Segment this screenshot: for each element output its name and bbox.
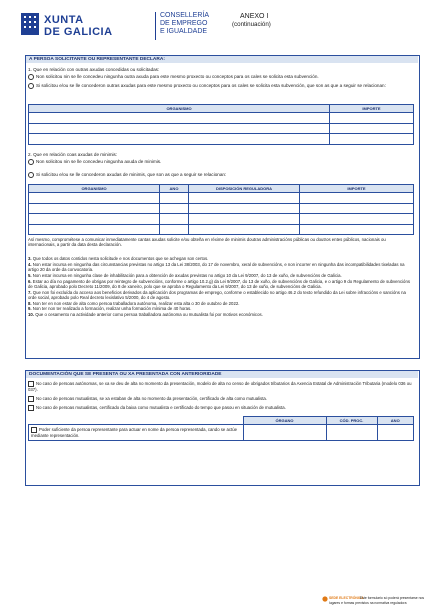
col-disposicion: DISPOSICIÓN REGULADORA bbox=[189, 185, 300, 193]
table-row[interactable] bbox=[29, 134, 414, 145]
declaration-item-number: 7. bbox=[28, 289, 32, 295]
header-divider bbox=[155, 12, 156, 40]
annex-continuation: (continuación) bbox=[232, 21, 271, 28]
declaration-item bbox=[28, 273, 414, 278]
q2-option-none-label: Non solicitou nin se lle concedeu ningunha axuda de minimis. bbox=[36, 159, 162, 165]
declaration-item bbox=[28, 279, 414, 289]
q1-option-none-label: Non solicitou nin se lle concedeu ningunha outra axuda para este mesmo proxecto ou conceptos para os cales se solicita esta subvención. bbox=[36, 74, 319, 80]
dept-line2: DE EMPREGO bbox=[160, 20, 208, 27]
question-1: 1. Que en relación con outras axudas concedidas ou solicitadas: bbox=[28, 67, 160, 72]
documentation-title: DOCUMENTACIÓN QUE SE PRESENTA OU XA PRESENTADA CON ANTERIORIDADE bbox=[26, 371, 418, 378]
radio-icon[interactable] bbox=[28, 172, 34, 178]
doc-item-label: No caso de persoas mutualistas, certificado da baixa como mutualista e certificado do tempo que pasou en situación de mutualista. bbox=[36, 405, 286, 411]
declaration-list bbox=[28, 256, 414, 318]
declaration-item-number: 4. bbox=[28, 261, 32, 267]
col-importe: IMPORTE bbox=[300, 185, 414, 193]
footer-line2: lugares e formas previstos na normativa reguladora bbox=[329, 601, 407, 605]
q2-option-yes-label: Si solicitou e/ou se lle concederon axudas de minimis, que son as que a seguir se relacionan: bbox=[36, 172, 227, 178]
doc-item-mutualistas-baixa[interactable] bbox=[28, 405, 414, 411]
declaration-item bbox=[28, 256, 414, 261]
q1-option-none[interactable] bbox=[28, 74, 416, 80]
col-importe: IMPORTE bbox=[330, 105, 414, 113]
table-row[interactable] bbox=[29, 203, 414, 214]
sede-label: SEDE ELECTRÓNICA bbox=[329, 596, 364, 600]
annex-title: ANEXO I bbox=[240, 13, 269, 20]
checkbox-icon[interactable] bbox=[28, 405, 34, 411]
footer-line1: Este formulario só poderá presentarse nos bbox=[360, 596, 425, 600]
question-2: 2. Que en relación coas axudas de minimis: bbox=[28, 152, 118, 157]
q2-option-yes[interactable] bbox=[28, 172, 416, 178]
dept-line3: E IGUALDADE bbox=[160, 28, 208, 35]
declaration-item-number: 10. bbox=[28, 312, 34, 318]
logo-line2: DE GALICIA bbox=[44, 26, 113, 38]
radio-icon[interactable] bbox=[28, 159, 34, 165]
declaration-item-text: Que non foi excluída do acceso aos beneficios derivados da aplicación dos programas de emprego, conforme o establecido no artigo 46.2 do texto refundido da Lei sobre infraccións e sancións na orde social, aprobado polo Real decreto lexislativo 5/2000, do 4 de agosto. bbox=[28, 289, 406, 300]
doc-item-autonomas[interactable] bbox=[28, 381, 414, 392]
col-organismo: ORGANISMO bbox=[29, 105, 330, 113]
declaration-item-text: Que todos os datos contidos nesta solicitude e nos documentos que se achegan son certos. bbox=[32, 256, 209, 261]
table-row[interactable] bbox=[29, 425, 414, 441]
declaration-item-number: 8. bbox=[28, 300, 32, 306]
declaration-item-number: 6. bbox=[28, 278, 32, 284]
declaration-item-text: Non estar incursa en ningunha das circunstancias previstas no artigo 13 da Lei 38/2003, do 17 de novembro, xeral de subvencións, e non incorrer en ningunha das incompatibilidades tixeladas na artigo 20 da orde da convocatoria. bbox=[28, 261, 405, 272]
q1-option-yes-label: Si solicitou e/ou se lle concederon outras axudas para este mesmo proxecto ou conceptos para os cales se solicita esta subvención, que son as que a seguir se relacionan: bbox=[36, 83, 386, 89]
power-doc-cell[interactable] bbox=[29, 425, 244, 441]
col-cod-proc: CÓD. PROC. bbox=[326, 417, 377, 425]
doc-item-mutualistas-alta[interactable] bbox=[28, 396, 414, 402]
doc-item-label: No caso de persoas mutualistas, se xa estaban de alta no momento da presentación, certificado de alta como mutualista. bbox=[36, 396, 267, 402]
table-row[interactable] bbox=[29, 193, 414, 204]
other-aids-table bbox=[28, 104, 414, 145]
declaration-item-number: 3. bbox=[28, 256, 32, 261]
dept-line1: CONSELLERÍA bbox=[160, 12, 210, 19]
declaration-item-text: Que o cesamento na actividade anterior como persoa traballadora autónoma ou mutualista foi por motivos económicos. bbox=[35, 312, 263, 318]
declaration-item-number: 9. bbox=[28, 306, 32, 312]
power-doc-label: Poder suficiente da persoa representante para actuar en nome da persoa representada, cando se actúe mediante representación. bbox=[31, 427, 238, 438]
table-row[interactable] bbox=[29, 224, 414, 235]
table-row[interactable] bbox=[29, 113, 414, 124]
declaration-item bbox=[28, 312, 414, 317]
col-organo: ÓRGANO bbox=[243, 417, 326, 425]
sede-electronica-icon bbox=[322, 596, 328, 602]
declaration-item-text: Non estar incursa en ningunha clase de inhabilitación para a obtención de axudas previstas no artigo 10 da Lei 9/2007, do 13 de xuño, de subvencións de Galicia. bbox=[32, 272, 342, 278]
declaration-item-text: Non ter non ter realizado a formación, realizar unha formación mínima de 40 horas. bbox=[32, 306, 192, 312]
col-ano: ANO bbox=[160, 185, 189, 193]
declaration-item bbox=[28, 290, 414, 300]
q2-option-none[interactable] bbox=[28, 159, 416, 165]
declaration-item bbox=[28, 301, 414, 306]
logo-line1: XUNTA bbox=[44, 14, 84, 26]
checkbox-icon[interactable] bbox=[28, 396, 34, 402]
declaration-item-number: 5. bbox=[28, 272, 32, 278]
declaration-item-text: Estar ao día no pagamento de obrigas por reintegro de subvencións, conforme o artigo 10.2.g) da Lei 9/2007, do 13 de xuño, de subvencións de Galicia, e o artigo 9 do Regulamento de subvencións de Galicia, aprobado polo Decreto 11/2009, do 8 de xaneiro, polo que se aproba o Regulamento da Lei 9/2007, do 13 de xuño, de subvencións de Galicia. bbox=[28, 278, 410, 289]
declaration-item bbox=[28, 262, 414, 272]
declaration-item-text: Non ter en non estar de alta como persoa traballadora autónoma, realizar esta alta o 30 de outubro de 2022. bbox=[32, 300, 240, 306]
declaration-title: A PERSOA SOLICITANTE OU REPRESENTANTE DECLARA: bbox=[26, 56, 418, 63]
xunta-logo bbox=[20, 10, 150, 50]
table-row[interactable] bbox=[29, 214, 414, 225]
minimis-table bbox=[28, 184, 414, 235]
radio-icon[interactable] bbox=[28, 74, 34, 80]
declaration-item bbox=[28, 306, 414, 311]
doc-item-label: No caso de persoas autónomas, se xa se deu de alta no momento da presentación, modelo de alta no censo de obrigados tributarios da Axencia Estatal de Administración Tributaria (modelo 036 ou 037). bbox=[28, 381, 412, 392]
radio-icon[interactable] bbox=[28, 83, 34, 89]
xunta-shield-icon bbox=[20, 12, 40, 38]
col-organismo: ORGANISMO bbox=[29, 185, 160, 193]
department-name bbox=[160, 12, 209, 36]
table-row[interactable] bbox=[29, 123, 414, 134]
prior-docs-table bbox=[28, 416, 414, 441]
q1-option-yes[interactable] bbox=[28, 83, 416, 89]
commitment-text: Así mesmo, comprométese a comunicar inmediatamente cantas axudas solicite e/ou obteña en réxime de minimis doutras administracións públicas ou doutros entes públicos, nacionais ou internacionais, a partir da data desta declaración. bbox=[28, 237, 386, 248]
col-ano: ANO bbox=[377, 417, 414, 425]
